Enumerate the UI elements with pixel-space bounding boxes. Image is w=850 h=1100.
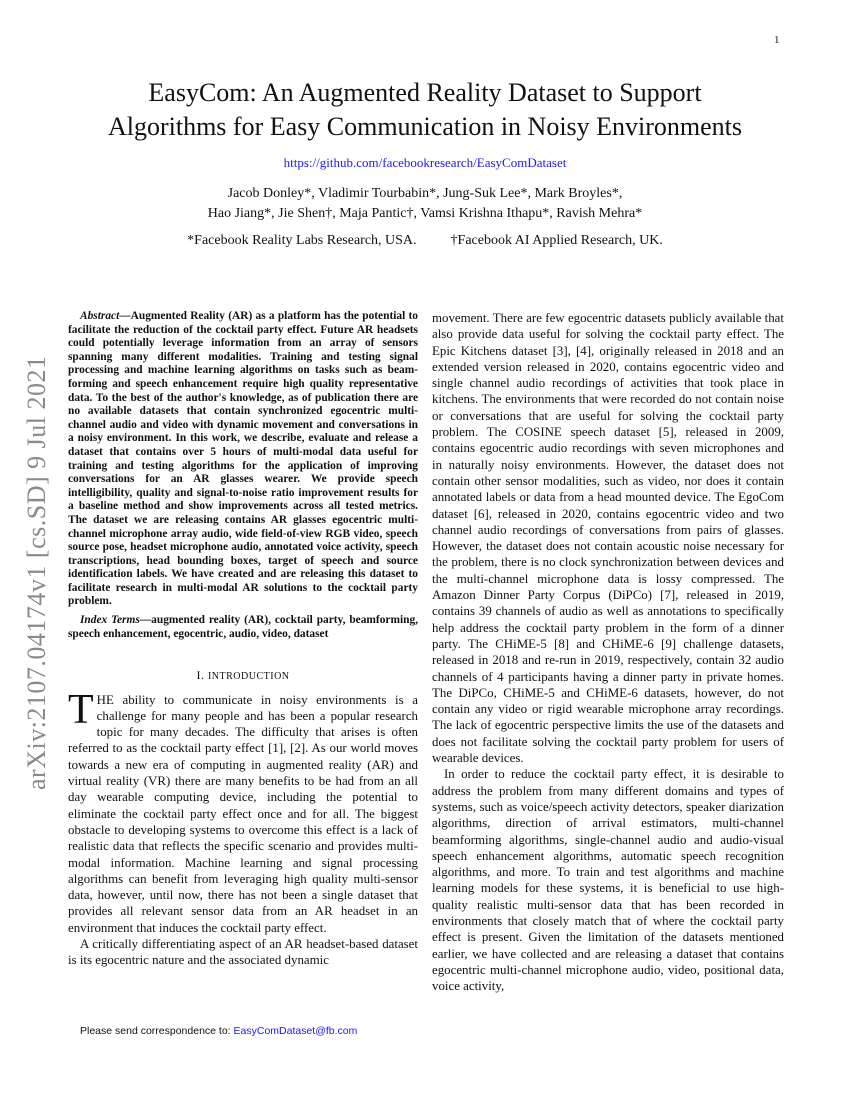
drop-cap: T xyxy=(68,686,94,733)
motivation-paragraph: In order to reduce the cocktail party effect, it is desirable to address the problem from many different domains and types of systems, such as voice/speech activity detectors, speaker diarization algorithms, direction of arrival estimators, multi-channel beamforming algorithms, single-channel audio and audio-visual speech enhancement algorithms, automatic speech recognition algorithms, and more. To train and test algorithms and machine learning models for these systems, it is beneficial to use high-quality realistic multi-sensor data that has been recorded in environments that closely match that of where the cocktail party effect is present. Given the limitation of the datasets mentioned earlier, we have collected and are releasing a dataset that contains egocentric multi-channel microphone audio, video, positional data, voice activity, xyxy=(432,767,784,994)
repository-link[interactable]: https://github.com/facebookresearch/EasyComDataset xyxy=(283,155,567,170)
intro-paragraph-2: A critically differentiating aspect of an AR headset-based dataset is its egocentric nature and the associated dynamic xyxy=(68,937,418,968)
section-title: INTRODUCTION xyxy=(207,671,290,683)
title-line-1: EasyCom: An Augmented Reality Dataset to Support xyxy=(148,78,702,107)
page-number: 1 xyxy=(774,34,780,46)
abstract-label: Abstract xyxy=(80,310,120,322)
footnote-prefix: Please send correspondence to: xyxy=(80,1025,234,1037)
intro-paragraph-1-text: HE ability to communicate in noisy environments is a challenge for many people and has been a popular research topic for many decades. The difficulty that arises is often referred to as the cocktail party effect [1], [2]. As our world moves towards a new era of computing in augmented reality (AR) and virtual reality (VR) there are many benefits to be had from an all day wearable computing device, including the potential to eliminate the cocktail party effect once and for all. The biggest obstacle to developing systems to overcome this effect is a lack of realistic data that reflects the specific scenario and provides multi-modal information. Machine learning and signal processing algorithms can benefit from leveraging high quality multi-sensor data, however, until now, there has not been a single dataset that provides all relevant sensor data from an AR headset in an environment that induces the cocktail party effect. xyxy=(68,692,418,935)
abstract-text: —Augmented Reality (AR) as a platform has the potential to facilitate the reduction of the cocktail party effect. Future AR headsets could potentially leverage information from an array of sensors spanning many different modalities. Training and testing signal processing and machine learning algorithms on tasks such as beam-forming and speech enhancement require high quality representative data. To the best of the author's knowledge, as of publication there are no available datasets that contain synchronized egocentric multi-channel audio and video with dynamic movement and conversations in a noisy environment. In this work, we describe, evaluate and release a dataset that contains over 5 hours of multi-modal data useful for training and testing algorithms for the application of improving conversations for an AR glasses wearer. We provide speech intelligibility, quality and signal-to-noise ratio improvement results for a baseline method and show improvements across all tested metrics. The dataset we are releasing contains AR glasses egocentric multi-channel microphone array audio, wide field-of-view RGB video, speech source pose, headset microphone audio, annotated voice activity, speech transcriptions, head bounding boxes, target of speech and source identification labels. We have created and are releasing this dataset to facilitate research in multi-modal AR solutions to the cocktail party problem. xyxy=(68,310,418,608)
affiliation-frl: *Facebook Reality Labs Research, USA. xyxy=(187,233,417,248)
arxiv-identifier: arXiv:2107.04174v1 [cs.SD] 9 Jul 2021 xyxy=(22,355,51,790)
index-terms-label: Index Terms xyxy=(80,614,140,627)
abstract xyxy=(68,310,418,609)
author-list xyxy=(40,184,810,224)
authors-line-2: Hao Jiang*, Jie Shen†, Maja Pantic†, Vamsi Krishna Ithapu*, Ravish Mehra* xyxy=(207,206,643,221)
correspondence-email-link[interactable]: EasyComDataset@fb.com xyxy=(233,1025,358,1037)
title-line-2: Algorithms for Easy Communication in Noisy Environments xyxy=(107,112,743,141)
section-number: I. xyxy=(196,668,205,683)
authors-line-1: Jacob Donley*, Vladimir Tourbabin*, Jung-Suk Lee*, Mark Broyles*, xyxy=(227,186,623,201)
paper-title xyxy=(40,76,810,144)
intro-paragraph-1 xyxy=(68,686,418,936)
index-terms-text: —augmented reality (AR), cocktail party, beamforming, speech enhancement, egocentric, audio, video, dataset xyxy=(68,614,418,640)
correspondence-footnote xyxy=(80,1025,357,1037)
right-column xyxy=(432,310,784,994)
related-work-paragraph: movement. There are few egocentric datasets publicly available that also provide data useful for solving the cocktail party effect. The Epic Kitchens dataset [3], [4], originally released in 2018 and an extended version released in 2020, contains egocentric video and single channel audio recordings of activities that took place in kitchens. The environments that were recorded do not contain noise or conversations that are useful for solving the cocktail party problem. The COSINE speech dataset [5], released in 2009, contains egocentric audio recordings with seven microphones and in naturally noisy environments. However, the dataset does not contain other sensor modalities, such as video, nor does it contain annotated labels or data from a head mounted device. The EgoCom dataset [6], released in 2020, contains egocentric video and two channel audio recordings of conversations from pairs of glasses. However, the dataset does not contain acoustic noise necessary for the problem, there is no clock synchronization between devices and the multi-channel microphone data is lossy compressed. The Amazon Dinner Party Corpus (DiPCo) [7], released in 2019, contains 39 channels of audio as well as annotations to specifically help address the cocktail party problem in the form of a dinner party. The CHiME-5 [8] and CHiME-6 [9] challenge datasets, released in 2018 and re-run in 2019, respectively, contain 32 audio channels of 4 participants having a dinner party in private homes. The DiPCo, CHiME-5 and CHiME-6 datasets, however, do not contain any video or rigid wearable microphone array recordings. The lack of egocentric perspective limits the use of the datasets and does not facilitate solving the cocktail party problem for users of wearable devices. xyxy=(432,311,784,766)
index-terms xyxy=(68,614,418,641)
section-heading-introduction xyxy=(68,667,418,685)
affiliation-fair: †Facebook AI Applied Research, UK. xyxy=(450,233,663,248)
affiliations xyxy=(40,233,810,249)
left-column xyxy=(68,310,418,969)
